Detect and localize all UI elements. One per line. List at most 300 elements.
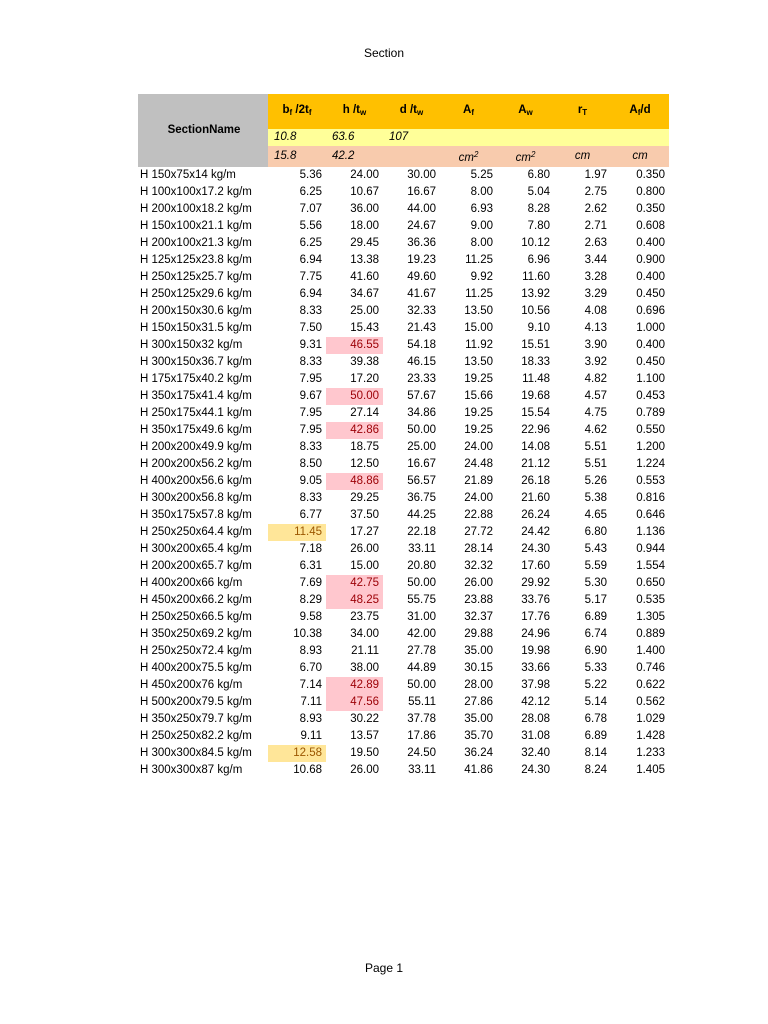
section-name-cell: H 200x100x21.3 kg/m [140, 237, 252, 249]
value-cell: 8.24 [584, 764, 607, 776]
value-cell: 10.38 [293, 628, 322, 640]
value-cell: 15.66 [464, 390, 493, 402]
value-cell: 7.80 [527, 220, 550, 232]
value-cell: 3.90 [584, 339, 607, 351]
value-cell: 0.400 [636, 339, 665, 351]
value-cell: 11.45 [268, 524, 326, 541]
value-cell: 37.98 [521, 679, 550, 691]
value-cell: 6.94 [299, 254, 322, 266]
value-cell: 35.00 [464, 645, 493, 657]
value-cell: 37.78 [407, 713, 436, 725]
column-header [326, 94, 383, 129]
value-cell: 28.08 [521, 713, 550, 725]
value-cell: 3.28 [584, 271, 607, 283]
column-header-subscript: f [289, 108, 293, 117]
value-cell: 9.00 [470, 220, 493, 232]
table-row [138, 592, 669, 609]
value-cell: 32.40 [521, 747, 550, 759]
value-cell: 25.00 [407, 441, 436, 453]
value-cell: 34.67 [350, 288, 379, 300]
value-cell: 1.305 [636, 611, 665, 623]
value-cell: 1.400 [636, 645, 665, 657]
value-cell: 11.25 [465, 254, 493, 266]
section-name-cell: H 200x150x30.6 kg/m [140, 305, 252, 317]
value-cell: 7.69 [299, 577, 322, 589]
value-cell: 16.67 [407, 458, 436, 470]
value-cell: 54.18 [407, 339, 436, 351]
value-cell: 18.33 [521, 356, 550, 368]
value-cell: 5.30 [584, 577, 607, 589]
section-name-cell: H 250x125x29.6 kg/m [140, 288, 252, 300]
value-cell: 0.562 [636, 696, 665, 708]
value-cell: 5.25 [470, 169, 493, 181]
value-cell: 34.00 [350, 628, 379, 640]
value-cell: 0.450 [636, 288, 665, 300]
table-row [138, 524, 669, 541]
limit-cell [554, 129, 611, 146]
value-cell: 26.24 [521, 509, 550, 521]
value-cell: 33.66 [521, 662, 550, 674]
section-name-cell: H 200x200x56.2 kg/m [140, 458, 252, 470]
section-name-cell: H 125x125x23.8 kg/m [140, 254, 252, 266]
unit-label: cm [458, 152, 474, 164]
value-cell: 27.72 [464, 526, 493, 538]
value-cell: 4.65 [584, 509, 607, 521]
value-cell: 26.00 [350, 543, 379, 555]
value-cell: 0.350 [636, 203, 665, 215]
column-header-base: A [463, 104, 472, 116]
value-cell: 8.29 [299, 594, 322, 606]
value-cell: 7.50 [299, 322, 322, 334]
value-cell: 15.54 [521, 407, 550, 419]
value-cell: 19.25 [464, 407, 493, 419]
value-cell: 29.92 [521, 577, 550, 589]
value-cell: 0.622 [636, 679, 665, 691]
section-table [138, 94, 669, 779]
column-header-subscript: w [417, 108, 424, 117]
value-cell: 5.17 [584, 594, 607, 606]
value-cell: 0.696 [636, 305, 665, 317]
value-cell: 31.08 [521, 730, 550, 742]
value-cell: 2.71 [584, 220, 607, 232]
value-cell: 28.14 [464, 543, 493, 555]
column-header-subscript: f [308, 108, 312, 117]
value-cell: 17.60 [521, 560, 550, 572]
value-cell: 33.76 [521, 594, 550, 606]
value-cell: 19.25 [464, 424, 493, 436]
value-cell: 5.59 [584, 560, 607, 572]
value-cell: 6.89 [584, 611, 607, 623]
table-row [138, 677, 669, 694]
value-cell: 15.00 [350, 560, 379, 572]
value-cell: 4.08 [584, 305, 607, 317]
section-name-cell: H 150x150x31.5 kg/m [140, 322, 252, 334]
value-cell: 19.68 [521, 390, 550, 402]
value-cell: 36.36 [407, 237, 436, 249]
section-name-cell: H 300x200x56.8 kg/m [140, 492, 252, 504]
value-cell: 1.224 [636, 458, 665, 470]
value-cell: 50.00 [407, 424, 436, 436]
column-header [497, 94, 554, 129]
value-cell: 8.33 [299, 441, 322, 453]
value-cell: 9.31 [299, 339, 322, 351]
value-cell: 6.31 [299, 560, 322, 572]
section-name-cell: H 300x150x32 kg/m [140, 339, 243, 351]
value-cell: 14.08 [521, 441, 550, 453]
value-cell: 13.50 [464, 305, 493, 317]
value-cell: 5.22 [584, 679, 607, 691]
table-row [138, 660, 669, 677]
value-cell: 42.89 [326, 677, 383, 694]
column-header-subscript: f [471, 108, 474, 117]
table-row [138, 286, 669, 303]
table-row [138, 745, 669, 762]
value-cell: 49.60 [407, 271, 436, 283]
value-cell: 9.67 [299, 390, 322, 402]
table-row [138, 626, 669, 643]
table-row [138, 218, 669, 235]
value-cell: 36.00 [350, 203, 379, 215]
column-header [611, 94, 669, 129]
column-header-mid: /2t [292, 104, 309, 116]
value-cell: 5.43 [584, 543, 607, 555]
value-cell: 22.96 [521, 424, 550, 436]
value-cell: 30.22 [350, 713, 379, 725]
value-cell: 42.86 [326, 422, 383, 439]
table-row [138, 201, 669, 218]
table-row [138, 643, 669, 660]
value-cell: 0.800 [636, 186, 665, 198]
column-header-base: d /t [399, 104, 417, 116]
value-cell: 48.25 [326, 592, 383, 609]
value-cell: 24.00 [464, 441, 493, 453]
section-name-cell: H 450x200x66.2 kg/m [140, 594, 252, 606]
value-cell: 29.88 [464, 628, 493, 640]
value-cell: 50.00 [326, 388, 383, 405]
value-cell: 8.00 [470, 237, 493, 249]
value-cell: 9.92 [470, 271, 493, 283]
value-cell: 21.11 [351, 645, 379, 657]
value-cell: 4.75 [584, 407, 607, 419]
value-cell: 0.400 [636, 237, 665, 249]
value-cell: 21.43 [407, 322, 436, 334]
value-cell: 24.30 [521, 764, 550, 776]
limit-cell [611, 129, 669, 146]
column-header-base: h /t [342, 104, 360, 116]
value-cell: 30.15 [464, 662, 493, 674]
value-cell: 55.75 [407, 594, 436, 606]
value-cell: 23.33 [407, 373, 436, 385]
section-name-cell: H 250x125x25.7 kg/m [140, 271, 252, 283]
value-cell: 5.38 [584, 492, 607, 504]
unit-exponent: 2 [473, 150, 479, 159]
column-header [383, 94, 440, 129]
value-cell: 31.00 [407, 611, 436, 623]
value-cell: 32.33 [407, 305, 436, 317]
value-cell: 6.77 [299, 509, 322, 521]
value-cell: 7.95 [299, 407, 322, 419]
value-cell: 25.00 [350, 305, 379, 317]
value-cell: 17.27 [350, 526, 379, 538]
column-header-base: r [577, 104, 583, 116]
value-cell: 1.554 [636, 560, 665, 572]
value-cell: 17.86 [407, 730, 436, 742]
section-name-cell: H 300x300x87 kg/m [140, 764, 243, 776]
table-row [138, 184, 669, 201]
value-cell: 42.12 [521, 696, 550, 708]
value-cell: 15.00 [464, 322, 493, 334]
value-cell: 6.74 [584, 628, 607, 640]
value-cell: 20.80 [407, 560, 436, 572]
value-cell: 3.29 [584, 288, 607, 300]
value-cell: 28.00 [464, 679, 493, 691]
value-cell: 0.400 [636, 271, 665, 283]
section-name-cell: H 400x200x56.6 kg/m [140, 475, 252, 487]
value-cell: 5.36 [299, 169, 322, 181]
section-name-cell: H 450x200x76 kg/m [140, 679, 243, 691]
value-cell: 12.58 [268, 745, 326, 762]
value-cell: 10.12 [521, 237, 550, 249]
value-cell: 7.95 [299, 424, 322, 436]
value-cell: 11.92 [465, 339, 493, 351]
column-header-mid: /d [640, 104, 651, 116]
value-cell: 11.60 [522, 271, 550, 283]
value-cell: 6.80 [584, 526, 607, 538]
value-cell: 8.93 [299, 713, 322, 725]
limit-cell: 15.8 [268, 146, 326, 167]
value-cell: 1.136 [636, 526, 665, 538]
unit-cell [497, 146, 554, 167]
value-cell: 46.15 [407, 356, 436, 368]
value-cell: 2.62 [584, 203, 607, 215]
value-cell: 33.11 [408, 543, 436, 555]
value-cell: 8.33 [299, 492, 322, 504]
section-name-cell: H 350x250x69.2 kg/m [140, 628, 252, 640]
section-name-cell: H 200x200x49.9 kg/m [140, 441, 252, 453]
value-cell: 47.56 [326, 694, 383, 711]
table-row [138, 167, 669, 184]
section-name-cell: H 150x100x21.1 kg/m [140, 220, 252, 232]
limit-cell [383, 146, 440, 167]
section-name-cell: H 200x200x65.7 kg/m [140, 560, 252, 572]
section-name-cell: H 300x300x84.5 kg/m [140, 747, 252, 759]
limit-cell: 63.6 [326, 129, 383, 146]
value-cell: 29.45 [350, 237, 379, 249]
table-row [138, 354, 669, 371]
section-name-cell: H 300x150x36.7 kg/m [140, 356, 252, 368]
value-cell: 24.67 [407, 220, 436, 232]
value-cell: 1.233 [636, 747, 665, 759]
value-cell: 0.816 [636, 492, 665, 504]
value-cell: 44.25 [407, 509, 436, 521]
limit-cell: 42.2 [326, 146, 383, 167]
limit-cell [497, 129, 554, 146]
value-cell: 35.00 [464, 713, 493, 725]
value-cell: 6.94 [299, 288, 322, 300]
value-cell: 21.12 [521, 458, 550, 470]
value-cell: 39.38 [350, 356, 379, 368]
value-cell: 6.90 [584, 645, 607, 657]
value-cell: 32.37 [464, 611, 493, 623]
value-cell: 0.789 [636, 407, 665, 419]
section-name-cell: H 250x175x44.1 kg/m [140, 407, 252, 419]
section-name-cell: H 400x200x66 kg/m [140, 577, 243, 589]
value-cell: 35.70 [464, 730, 493, 742]
table-row [138, 320, 669, 337]
value-cell: 3.92 [584, 356, 607, 368]
value-cell: 7.14 [299, 679, 322, 691]
section-name-header: SectionName [138, 94, 268, 167]
value-cell: 41.60 [350, 271, 379, 283]
limit-cell: 107 [383, 129, 440, 146]
value-cell: 13.50 [464, 356, 493, 368]
table-row [138, 456, 669, 473]
value-cell: 8.33 [299, 305, 322, 317]
value-cell: 7.11 [300, 696, 322, 708]
value-cell: 23.88 [464, 594, 493, 606]
table-row [138, 422, 669, 439]
page-title: Section [363, 46, 405, 60]
value-cell: 29.25 [350, 492, 379, 504]
value-cell: 44.00 [407, 203, 436, 215]
unit-cell [554, 146, 611, 167]
column-header-subscript: w [360, 108, 367, 117]
value-cell: 42.75 [326, 575, 383, 592]
unit-label: cm [632, 150, 648, 162]
value-cell: 1.97 [584, 169, 607, 181]
value-cell: 16.67 [407, 186, 436, 198]
value-cell: 27.78 [407, 645, 436, 657]
value-cell: 2.63 [584, 237, 607, 249]
value-cell: 10.67 [350, 186, 379, 198]
value-cell: 24.00 [464, 492, 493, 504]
value-cell: 50.00 [407, 679, 436, 691]
value-cell: 1.200 [636, 441, 665, 453]
value-cell: 8.33 [299, 356, 322, 368]
value-cell: 17.20 [350, 373, 379, 385]
value-cell: 5.51 [584, 458, 607, 470]
section-name-cell: H 250x250x66.5 kg/m [140, 611, 252, 623]
value-cell: 0.900 [636, 254, 665, 266]
section-name-cell: H 350x175x41.4 kg/m [140, 390, 252, 402]
value-cell: 13.38 [350, 254, 379, 266]
table-row [138, 694, 669, 711]
value-cell: 7.18 [299, 543, 322, 555]
value-cell: 2.75 [584, 186, 607, 198]
value-cell: 24.30 [521, 543, 550, 555]
table-row [138, 388, 669, 405]
column-header-base: A [518, 104, 527, 116]
value-cell: 8.50 [299, 458, 322, 470]
table-row [138, 303, 669, 320]
value-cell: 24.96 [521, 628, 550, 640]
value-cell: 24.48 [464, 458, 493, 470]
value-cell: 37.50 [350, 509, 379, 521]
value-cell: 6.96 [527, 254, 550, 266]
value-cell: 4.57 [584, 390, 607, 402]
value-cell: 1.029 [636, 713, 665, 725]
value-cell: 8.00 [470, 186, 493, 198]
value-cell: 33.11 [408, 764, 436, 776]
value-cell: 11.48 [522, 373, 550, 385]
value-cell: 26.00 [464, 577, 493, 589]
section-name-cell: H 400x200x75.5 kg/m [140, 662, 252, 674]
value-cell: 19.98 [521, 645, 550, 657]
section-name-cell: H 500x200x79.5 kg/m [140, 696, 252, 708]
section-name-cell: H 175x175x40.2 kg/m [140, 373, 252, 385]
section-name-cell: H 150x75x14 kg/m [140, 169, 236, 181]
column-header [268, 94, 326, 129]
value-cell: 5.51 [584, 441, 607, 453]
unit-cell [611, 146, 669, 167]
value-cell: 1.000 [636, 322, 665, 334]
value-cell: 27.86 [464, 696, 493, 708]
value-cell: 4.13 [584, 322, 607, 334]
value-cell: 10.56 [521, 305, 550, 317]
value-cell: 15.43 [350, 322, 379, 334]
value-cell: 46.55 [326, 337, 383, 354]
value-cell: 1.405 [636, 764, 665, 776]
value-cell: 5.14 [584, 696, 607, 708]
value-cell: 7.07 [299, 203, 322, 215]
value-cell: 7.75 [299, 271, 322, 283]
value-cell: 1.428 [636, 730, 665, 742]
value-cell: 6.78 [584, 713, 607, 725]
table-row [138, 269, 669, 286]
page-footer: Page 1 [364, 961, 404, 975]
value-cell: 55.11 [408, 696, 436, 708]
value-cell: 30.00 [407, 169, 436, 181]
value-cell: 6.25 [299, 237, 322, 249]
value-cell: 11.25 [465, 288, 493, 300]
column-header-base: b [282, 104, 290, 116]
table-row [138, 439, 669, 456]
value-cell: 19.23 [407, 254, 436, 266]
value-cell: 34.86 [407, 407, 436, 419]
value-cell: 32.32 [464, 560, 493, 572]
section-name-cell: H 350x175x49.6 kg/m [140, 424, 252, 436]
column-header-subscript: T [582, 108, 588, 117]
value-cell: 17.76 [521, 611, 550, 623]
section-name-cell: H 350x175x57.8 kg/m [140, 509, 252, 521]
limit-cell: 10.8 [268, 129, 326, 146]
value-cell: 5.04 [527, 186, 550, 198]
column-header-subscript: w [526, 108, 533, 117]
table-row [138, 507, 669, 524]
value-cell: 36.75 [407, 492, 436, 504]
value-cell: 42.00 [407, 628, 436, 640]
section-name-cell: H 200x100x18.2 kg/m [140, 203, 252, 215]
value-cell: 22.18 [407, 526, 436, 538]
value-cell: 21.89 [464, 475, 493, 487]
value-cell: 36.24 [464, 747, 493, 759]
table-row [138, 252, 669, 269]
limit-cell [440, 129, 497, 146]
value-cell: 15.51 [521, 339, 550, 351]
value-cell: 0.608 [636, 220, 665, 232]
value-cell: 1.100 [636, 373, 665, 385]
value-cell: 18.75 [350, 441, 379, 453]
value-cell: 5.33 [584, 662, 607, 674]
value-cell: 0.746 [636, 662, 665, 674]
value-cell: 21.60 [521, 492, 550, 504]
table-row [138, 490, 669, 507]
table-row [138, 575, 669, 592]
column-header-base: A [629, 104, 638, 116]
value-cell: 24.00 [350, 169, 379, 181]
table-row [138, 711, 669, 728]
value-cell: 4.62 [584, 424, 607, 436]
